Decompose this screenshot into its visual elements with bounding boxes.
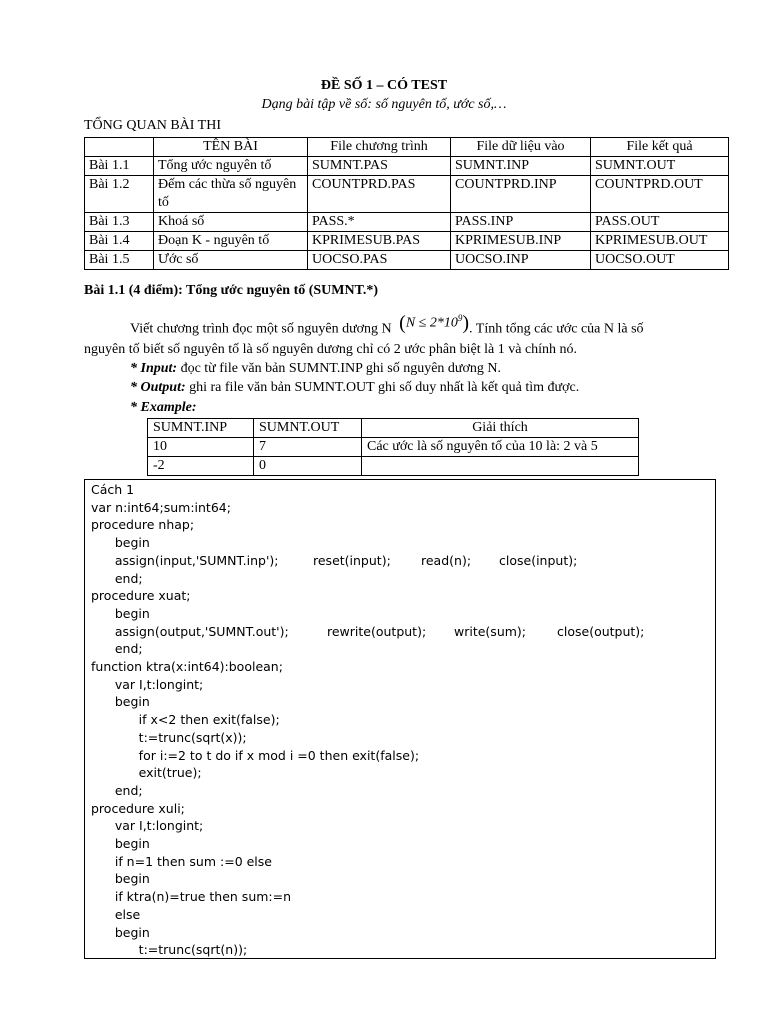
code-segment: rewrite(output); [327,623,427,639]
formula-text: N ≤ 2*10 [405,315,458,331]
code-segment: end; [91,570,143,586]
code-segment: close(input); [499,552,578,568]
output-label: * Output: [130,380,186,395]
output-spec [130,380,579,396]
document-title: ĐỀ SỐ 1 – CÓ TEST [320,78,448,93]
code-segment: for i:=2 to t do if x mod i =0 then exit(false); [91,747,420,763]
code-segment: end; [91,641,143,657]
summary-cell: Bài 1.3 [85,213,154,232]
code-segment: if n=1 then sum :=0 else [91,853,272,869]
summary-cell: Đếm các thừa số nguyên tố [154,176,308,213]
statement-text: Viết chương trình đọc một số nguyên dương N [130,321,392,337]
summary-header-row [85,138,729,157]
code-segment: close(output); [557,623,645,639]
summary-cell: Tổng ước nguyên tố [154,157,308,176]
summary-row [85,251,729,270]
example-table [147,418,639,476]
code-segment: assign(output,'SUMNT.out'); [91,623,289,639]
example-row [148,457,639,476]
summary-row [85,213,729,232]
summary-cell: COUNTPRD.OUT [591,176,729,213]
code-segment: t:=trunc(sqrt(n)); [91,942,248,958]
example-cell: -2 [148,457,254,476]
code-segment: if ktra(n)=true then sum:=n [91,889,292,905]
summary-cell: Bài 1.5 [85,251,154,270]
code-segment: begin [91,871,150,887]
code-segment: reset(input); [313,552,391,568]
summary-cell: Khoá số [154,213,308,232]
code-segment: begin [91,694,150,710]
code-segment: function ktra(x:int64):boolean; [91,659,283,674]
summary-header-cell [85,138,154,157]
code-segment: else [91,906,141,922]
summary-cell: UOCSO.OUT [591,251,729,270]
summary-cell: Bài 1.4 [85,232,154,251]
summary-cell: KPRIMESUB.INP [451,232,591,251]
problem-heading: Bài 1.1 (4 điểm): Tổng ước nguyên tố (SUMNT.*) [84,283,379,298]
example-header-cell: SUMNT.OUT [254,419,362,438]
code-segment: var I,t:longint; [91,818,204,834]
example-cell: 7 [254,438,362,457]
summary-cell: Ước số [154,251,308,270]
problem-statement-line1 [130,312,644,341]
summary-cell: PASS.* [308,213,451,232]
summary-header-cell: File dữ liệu vào [451,138,591,157]
summary-cell: KPRIMESUB.OUT [591,232,729,251]
code-segment: end; [91,782,143,798]
code-segment: Cách 1 [91,482,135,497]
code-segment: t:=trunc(sqrt(x)); [91,729,247,745]
code-segment: if x<2 then exit(false); [91,712,280,728]
code-block [84,479,716,959]
summary-cell: SUMNT.PAS [308,157,451,176]
code-segment: begin [91,605,150,621]
code-segment: var I,t:longint; [91,676,204,692]
summary-cell: KPRIMESUB.PAS [308,232,451,251]
overview-heading: TỔNG QUAN BÀI THI [84,118,222,133]
input-text: đọc từ file văn bản SUMNT.INP ghi số nguyên dương N. [177,361,502,376]
example-header-cell: Giải thích [362,419,639,438]
code-segment: begin [91,836,150,851]
example-cell: 0 [254,457,362,476]
code-segment: assign(input,'SUMNT.inp'); [91,552,279,568]
statement-text-cont: . Tính tổng các ước của N là số [469,321,644,337]
code-segment: exit(true); [91,765,202,781]
summary-cell: COUNTPRD.INP [451,176,591,213]
summary-header-cell: TÊN BÀI [154,138,308,157]
code-segment: begin [91,924,150,940]
problem-statement-line2: nguyên tố biết số nguyên tố là số nguyên dương chỉ có 2 ước phân biệt là 1 và chính nó. [84,342,578,357]
input-spec [130,361,501,377]
example-header-cell: SUMNT.INP [148,419,254,438]
formula-exponent: 9 [457,313,463,324]
code-segment: begin [91,535,150,551]
summary-row [85,232,729,251]
example-header-row [148,419,639,438]
code-segment: read(n); [421,552,472,568]
input-label: * Input: [130,361,178,376]
summary-cell: Bài 1.2 [85,176,154,213]
output-text: ghi ra file văn bản SUMNT.OUT ghi số duy nhất là kết quả tìm được. [185,380,580,395]
code-segment: procedure xuat; [91,588,191,604]
summary-row [85,176,729,213]
summary-cell: PASS.INP [451,213,591,232]
summary-header-cell: File chương trình [308,138,451,157]
code-segment: write(sum); [454,623,527,639]
example-cell: Các ước là số nguyên tố của 10 là: 2 và 5 [362,438,639,457]
example-row [148,438,639,457]
summary-header-cell: File kết quả [591,138,729,157]
code-segment: var n:int64;sum:int64; [91,499,231,515]
constraint-formula: $(N \le 2*10^9)$ [399,312,470,334]
summary-cell: UOCSO.PAS [308,251,451,270]
example-cell [362,457,639,476]
code-segment: procedure nhap; [91,517,195,533]
summary-cell: Đoạn K - nguyên tố [154,232,308,251]
summary-cell: UOCSO.INP [451,251,591,270]
summary-cell: PASS.OUT [591,213,729,232]
summary-cell: SUMNT.INP [451,157,591,176]
document-subtitle: Dạng bài tập về số: số nguyên tố, ước số,… [261,97,507,112]
summary-cell: SUMNT.OUT [591,157,729,176]
summary-cell: Bài 1.1 [85,157,154,176]
code-segment: procedure xuli; [91,800,185,816]
summary-cell: COUNTPRD.PAS [308,176,451,213]
summary-table [84,137,729,270]
example-label: * Example: [130,400,197,415]
example-cell: 10 [148,438,254,457]
summary-row [85,157,729,176]
